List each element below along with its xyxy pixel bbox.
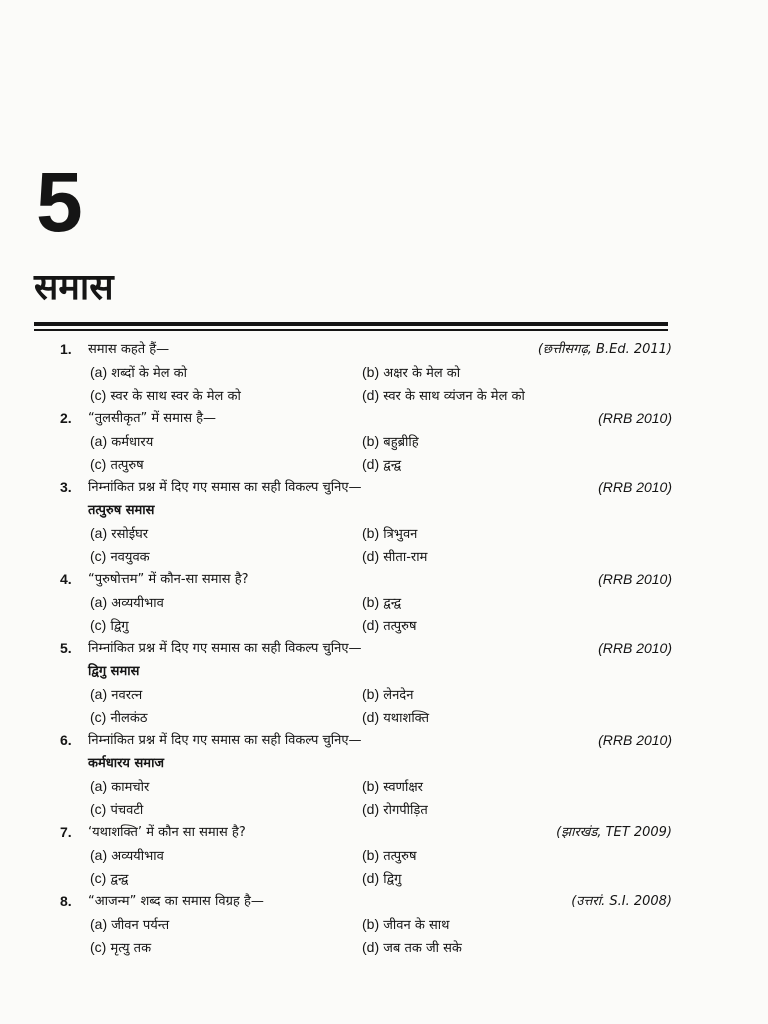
question-source: (झारखंड, TET 2009)	[556, 825, 672, 840]
option-c: (c) मृत्यु तक	[90, 939, 152, 956]
option-b: (b) स्वर्णाक्षर	[362, 778, 423, 795]
option-c: (c) नीलकंठ	[90, 709, 148, 726]
question-source: (RRB 2010)	[598, 410, 672, 426]
question-source: (RRB 2010)	[598, 640, 672, 656]
question-source: (उत्तरां. S.I. 2008)	[571, 894, 672, 909]
title-rule-thin	[34, 329, 668, 331]
question-number: 3.	[60, 479, 72, 495]
question-text: “आजन्म” शब्द का समास विग्रह है—	[88, 894, 264, 909]
chapter-number: 5	[36, 155, 83, 249]
question-text: समास कहते हैं—	[88, 342, 170, 357]
question-item	[60, 407, 672, 476]
option-d: (d) द्वन्द्व	[362, 456, 402, 473]
option-b: (b) जीवन के साथ	[362, 916, 450, 933]
question-text: निम्नांकित प्रश्न में दिए गए समास का सही विकल्प चुनिए—	[88, 733, 362, 748]
question-text: “पुरुषोत्तम” में कौन-सा समास है?	[88, 572, 249, 587]
question-text: निम्नांकित प्रश्न में दिए गए समास का सही विकल्प चुनिए—	[88, 480, 362, 495]
question-text: ‘यथाशक्ति’ में कौन सा समास है?	[88, 825, 246, 840]
option-a: (a) अव्ययीभाव	[90, 594, 164, 611]
option-d: (d) तत्पुरुष	[362, 617, 417, 634]
question-item	[60, 476, 672, 568]
question-item	[60, 890, 672, 959]
question-item	[60, 568, 672, 637]
option-d: (d) द्विगु	[362, 870, 402, 887]
option-d: (d) स्वर के साथ व्यंजन के मेल को	[362, 387, 525, 404]
question-number: 1.	[60, 341, 72, 357]
option-c: (c) तत्पुरुष	[90, 456, 144, 473]
question-number: 7.	[60, 824, 72, 840]
question-item	[60, 729, 672, 821]
option-b: (b) तत्पुरुष	[362, 847, 417, 864]
option-a: (a) नवरत्न	[90, 686, 143, 703]
option-c: (c) पंचवटी	[90, 801, 144, 818]
chapter-title: समास	[34, 267, 114, 308]
question-subheading: तत्पुरुष समास	[88, 503, 155, 518]
option-b: (b) अक्षर के मेल को	[362, 364, 461, 381]
option-c: (c) द्विगु	[90, 617, 129, 634]
option-c: (c) नवयुवक	[90, 548, 150, 565]
question-number: 6.	[60, 732, 72, 748]
question-item	[60, 637, 672, 729]
question-text: निम्नांकित प्रश्न में दिए गए समास का सही विकल्प चुनिए—	[88, 641, 362, 656]
question-number: 5.	[60, 640, 72, 656]
option-a: (a) अव्ययीभाव	[90, 847, 164, 864]
question-number: 8.	[60, 893, 72, 909]
option-a: (a) कामचोर	[90, 778, 150, 795]
option-d: (d) सीता-राम	[362, 548, 428, 565]
question-number: 4.	[60, 571, 72, 587]
question-source: (RRB 2010)	[598, 732, 672, 748]
option-b: (b) लेनदेन	[362, 686, 414, 703]
option-d: (d) रोगपीड़ित	[362, 801, 428, 818]
question-text: “तुलसीकृत” में समास है—	[88, 411, 217, 426]
option-d: (d) यथाशक्ति	[362, 709, 430, 726]
question-source: (RRB 2010)	[598, 479, 672, 495]
option-b: (b) द्वन्द्व	[362, 594, 402, 611]
question-list	[60, 338, 672, 959]
option-a: (a) शब्दों के मेल को	[90, 364, 188, 381]
question-subheading: द्विगु समास	[88, 664, 140, 679]
option-a: (a) जीवन पर्यन्त	[90, 916, 170, 933]
title-rule-thick	[34, 322, 668, 326]
question-source: (छत्तीसगढ़, B.Ed. 2011)	[537, 342, 672, 357]
option-a: (a) कर्मधारय	[90, 433, 154, 450]
option-c: (c) द्वन्द्व	[90, 870, 129, 887]
question-item	[60, 821, 672, 890]
option-a: (a) रसोईघर	[90, 525, 149, 542]
question-item	[60, 338, 672, 407]
option-b: (b) बहुब्रीहि	[362, 433, 419, 450]
question-number: 2.	[60, 410, 72, 426]
option-c: (c) स्वर के साथ स्वर के मेल को	[90, 387, 241, 404]
option-b: (b) त्रिभुवन	[362, 525, 418, 542]
question-source: (RRB 2010)	[598, 571, 672, 587]
question-subheading: कर्मधारय समाज	[88, 756, 165, 771]
option-d: (d) जब तक जी सके	[362, 939, 462, 956]
